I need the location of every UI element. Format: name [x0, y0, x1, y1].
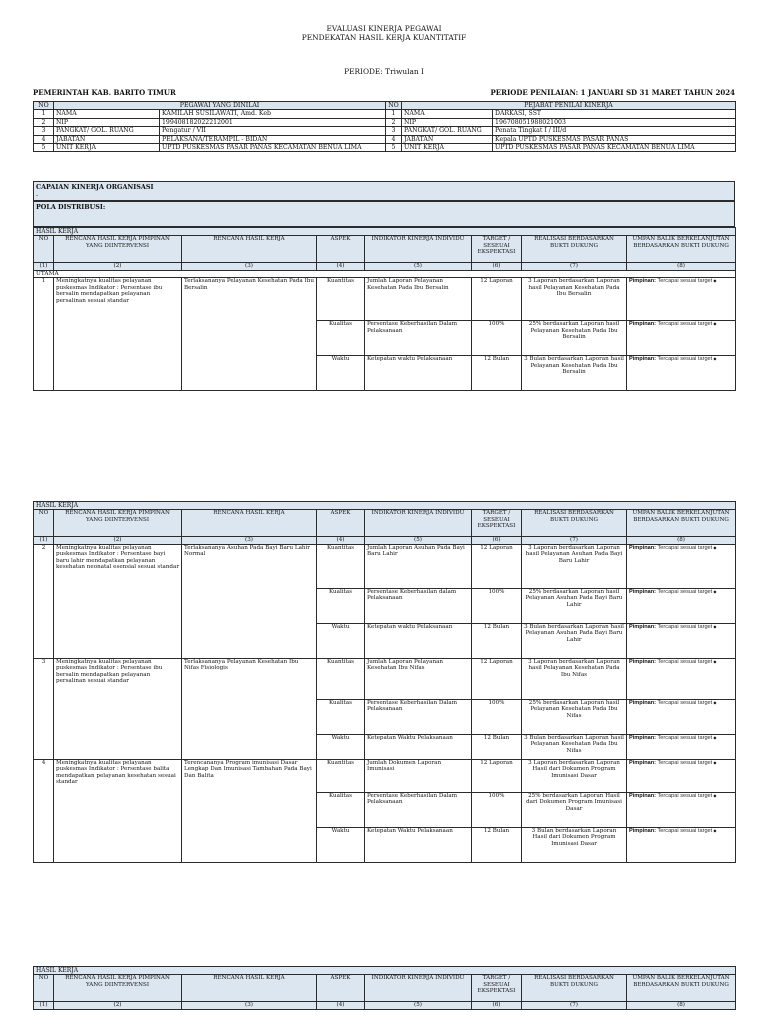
feedback-text: Tercapai sesuai target: [657, 278, 713, 285]
indikator: Jumlah Laporan Pelayanan Kesehatan Pada Ibu Bersalin: [365, 278, 472, 321]
col-realisasi-header: REALISASI BERDASARKAN BUKTI DUKUNG: [522, 975, 627, 1002]
feedback-label: Pimpinan:: [629, 321, 657, 328]
pegawai-value: KAMILAH SUSILAWATI, Amd. Keb: [160, 110, 386, 118]
feedback-label: Pimpinan:: [629, 792, 657, 799]
column-number: (4): [317, 537, 365, 545]
pegawai-header: PEGAWAI YANG DINILAI: [54, 102, 386, 110]
rhk: Terlaksananya Pelayanan Kesehatan Ibu Nifas Fisiologis: [182, 658, 317, 759]
capaian-title: CAPAIAN KINERJA ORGANISASI: [36, 183, 154, 191]
pejabat-value: 196708051988021003: [493, 118, 736, 126]
rhk: Terlaksananya Asuhan Pada Bayi Baru Lahir Normal: [182, 544, 317, 658]
pejabat-value: DARKASI, SST: [493, 110, 736, 118]
utama-row: [34, 270, 736, 278]
col-rhk-pimpinan-header: RENCANA HASIL KERJA PIMPINAN YANG DIINTERVENSI: [54, 975, 182, 1002]
aspek: Kualitas: [317, 792, 365, 827]
feedback-label: Pimpinan:: [629, 827, 657, 834]
col-rhk-header: RENCANA HASIL KERJA: [182, 510, 317, 537]
feedback-marker-icon: ◆: [712, 658, 717, 664]
pejabat-no: 2: [386, 118, 402, 126]
column-number: (1): [34, 263, 54, 271]
hasil-kerja-row: [34, 278, 736, 321]
feedback-marker-icon: ◆: [712, 759, 717, 765]
umpan-balik: [627, 759, 736, 792]
realisasi: 3 Laporan berdasarkan Laporan hasil Pelayanan Kesehatan Pada Ibu Nifas: [522, 658, 627, 699]
hasil-kerja-title-row: [34, 967, 736, 975]
feedback-label: Pimpinan:: [629, 759, 657, 766]
item-no: 3: [34, 658, 54, 759]
feedback-marker-icon: ◆: [712, 278, 717, 284]
column-number: (5): [365, 263, 472, 271]
target: 12 Laporan: [472, 759, 522, 792]
col-umpan-header: UMPAN BALIK BERKELANJUTAN BERDASARKAN BUKTI DUKUNG: [627, 510, 736, 537]
col-umpan-header: UMPAN BALIK BERKELANJUTAN BERDASARKAN BUKTI DUKUNG: [627, 236, 736, 263]
pejabat-no: 5: [386, 144, 402, 152]
umpan-balik: [627, 356, 736, 391]
feedback-text: Tercapai sesuai target: [657, 699, 713, 706]
pemerintah-label: PEMERINTAH KAB. BARITO TIMUR: [33, 88, 176, 97]
col-rhk-pimpinan-header: RENCANA HASIL KERJA PIMPINAN YANG DIINTERVENSI: [54, 510, 182, 537]
umpan-balik: [627, 321, 736, 356]
hasil-kerja-table-3: [33, 966, 736, 1010]
umpan-balik: [627, 699, 736, 734]
column-number: (7): [522, 263, 627, 271]
column-number: (4): [317, 1002, 365, 1010]
pejabat-value: UPTD PUSKESMAS PASAR PANAS KECAMATAN BENUA LIMA: [493, 144, 736, 152]
aspek: Waktu: [317, 623, 365, 658]
feedback-marker-icon: ◆: [712, 623, 717, 629]
capaian-box: [33, 181, 735, 201]
doc-title-line2: PENDEKATAN HASIL KERJA KUANTITATIF: [301, 33, 467, 42]
feedback-label: Pimpinan:: [629, 544, 657, 551]
rhk-pimpinan: Meningkatnya kualitas pelayanan puskesmas Indikator : Persentase bayi baru lahir mendapatkan pelayanan kesehatan neonatal esensial sesuai standar: [54, 544, 182, 658]
target: 12 Bulan: [472, 734, 522, 759]
realisasi: 25% berdasarkan Laporan hasil Pelayanan Asuhan Pada Bayi Baru Lahir: [522, 588, 627, 623]
feedback-label: Pimpinan:: [629, 699, 657, 706]
feedback-text: Tercapai sesuai target: [657, 734, 713, 741]
pejabat-value: Kepala UPTD PUSKESMAS PASAR PANAS: [493, 135, 736, 143]
utama-label: UTAMA: [34, 270, 736, 278]
feedback-text: Tercapai sesuai target: [657, 321, 713, 328]
col-rhk-header: RENCANA HASIL KERJA: [182, 236, 317, 263]
feedback-text: Tercapai sesuai target: [657, 623, 713, 630]
column-number: (1): [34, 1002, 54, 1010]
hasil-kerja-section-3: [33, 966, 735, 1010]
realisasi: 3 Bulan berdasarkan Laporan hasil Pelayanan Asuhan Pada Bayi Baru Lahir: [522, 623, 627, 658]
realisasi: 3 Bulan berdasarkan Laporan hasil Pelayanan Kesehatan Pada Ibu Bersalin: [522, 356, 627, 391]
aspek: Kuantitas: [317, 658, 365, 699]
hasil-kerja-section-1: [33, 227, 735, 391]
column-number: (8): [627, 537, 736, 545]
col-no-header: NO: [34, 236, 54, 263]
col-target-header: TARGET / SESEUAI EKSPEKTASI: [472, 975, 522, 1002]
realisasi: 25% berdasarkan Laporan hasil Pelayanan Kesehatan Pada Ibu Bersalin: [522, 321, 627, 356]
column-number: (7): [522, 537, 627, 545]
pejabat-field-label: UNIT KERJA: [402, 144, 493, 152]
column-number: (5): [365, 537, 472, 545]
col-no-header: NO: [34, 510, 54, 537]
hasil-kerja-table-2: [33, 501, 736, 863]
column-number: (8): [627, 1002, 736, 1010]
employee-no: 2: [34, 118, 54, 126]
col-rhk-pimpinan-header: RENCANA HASIL KERJA PIMPINAN YANG DIINTERVENSI: [54, 236, 182, 263]
feedback-marker-icon: ◆: [712, 827, 717, 833]
col-rhk-header: RENCANA HASIL KERJA: [182, 975, 317, 1002]
no-header-2: NO: [386, 102, 402, 110]
realisasi: 3 Bulan berdasarkan Laporan Hasil dari Dokumen Program Imunisasi Dasar: [522, 827, 627, 862]
indikator: Ketepatan Waktu Pelaksanaan: [365, 734, 472, 759]
feedback-label: Pimpinan:: [629, 734, 657, 741]
employee-row: [34, 144, 736, 152]
indikator: Jumlah Laporan Pelayanan Kesehatan Ibu Nifas: [365, 658, 472, 699]
target: 100%: [472, 321, 522, 356]
hasil-kerja-title: HASIL KERJA: [34, 228, 736, 236]
feedback-text: Tercapai sesuai target: [657, 792, 713, 799]
aspek: Kualitas: [317, 699, 365, 734]
rhk-pimpinan: Meningkatnya kualitas pelayanan puskesmas Indikator : Persentase ibu bersalin mendapatkan pelayanan persalinan sesuai standar: [54, 658, 182, 759]
doc-title-line1: EVALUASI KINERJA PEGAWAI: [326, 24, 442, 33]
col-aspek-header: ASPEK: [317, 236, 365, 263]
hasil-kerja-row: [34, 658, 736, 699]
column-number: (2): [54, 263, 182, 271]
aspek: Kuantitas: [317, 759, 365, 792]
column-number: (5): [365, 1002, 472, 1010]
employee-row: [34, 110, 736, 118]
pola-title: POLA DISTRIBUSI:: [36, 203, 106, 211]
pejabat-no: 3: [386, 127, 402, 135]
no-header: NO: [34, 102, 54, 110]
employee-row: [34, 127, 736, 135]
pejabat-field-label: NIP: [402, 118, 493, 126]
rhk-pimpinan: Meningkatnya kualitas pelayanan puskesmas Indikator : Persentase balita mendapatkan pelayanan kesehatan sesuai standar: [54, 759, 182, 862]
column-number-row: [34, 263, 736, 271]
feedback-label: Pimpinan:: [629, 658, 657, 665]
feedback-marker-icon: ◆: [712, 588, 717, 594]
periode-label: PERIODE: Triwulan I: [344, 67, 424, 76]
column-number: (6): [472, 263, 522, 271]
pejabat-field-label: JABATAN: [402, 135, 493, 143]
hasil-kerja-title: HASIL KERJA: [34, 967, 736, 975]
indikator: Ketepatan Waktu Pelaksanaan: [365, 827, 472, 862]
feedback-text: Tercapai sesuai target: [657, 759, 713, 766]
government-line: [33, 88, 735, 97]
aspek: Kualitas: [317, 321, 365, 356]
column-number: (3): [182, 1002, 317, 1010]
document-heading: [0, 24, 768, 42]
column-number: (2): [54, 537, 182, 545]
col-target-header: TARGET / SESEUAI EKSPEKTASI: [472, 510, 522, 537]
indikator: Jumlah Laporan Asuhan Pada Bayi Baru Lahir: [365, 544, 472, 588]
realisasi: 3 Laporan berdasarkan Laporan Hasil dari Dokumen Program Imunisasi Dasar: [522, 759, 627, 792]
umpan-balik: [627, 588, 736, 623]
column-number: (1): [34, 537, 54, 545]
target: 12 Laporan: [472, 658, 522, 699]
hasil-kerja-title: HASIL KERJA: [34, 502, 736, 510]
col-realisasi-header: REALISASI BERDASARKAN BUKTI DUKUNG: [522, 236, 627, 263]
aspek: Kuantitas: [317, 544, 365, 588]
feedback-text: Tercapai sesuai target: [657, 658, 713, 665]
column-number: (7): [522, 1002, 627, 1010]
pegawai-value: UPTD PUSKESMAS PASAR PANAS KECAMATAN BENUA LIMA: [160, 144, 386, 152]
target: 12 Laporan: [472, 544, 522, 588]
realisasi: 3 Bulan berdasarkan Laporan hasil Pelayanan Kesehatan Pada Ibu Nifas: [522, 734, 627, 759]
hasil-kerja-section-2: [33, 501, 735, 863]
employee-field-label: NIP: [54, 118, 160, 126]
column-number: (6): [472, 537, 522, 545]
indikator: Ketepatan waktu Pelaksanaan: [365, 623, 472, 658]
hasil-kerja-header-row: [34, 510, 736, 537]
indikator: Persentase Keberhasilan Dalam Pelaksanaan: [365, 699, 472, 734]
umpan-balik: [627, 278, 736, 321]
column-number: (3): [182, 263, 317, 271]
target: 100%: [472, 699, 522, 734]
employee-field-label: PANGKAT/ GOL. RUANG: [54, 127, 160, 135]
pejabat-field-label: NAMA: [402, 110, 493, 118]
indikator: Persentase Keberhasilan dalam Pelaksanaan: [365, 588, 472, 623]
feedback-text: Tercapai sesuai target: [657, 588, 713, 595]
employee-row: [34, 135, 736, 143]
feedback-text: Tercapai sesuai target: [657, 356, 713, 363]
hasil-kerja-row: [34, 759, 736, 792]
col-aspek-header: ASPEK: [317, 975, 365, 1002]
feedback-text: Tercapai sesuai target: [657, 827, 713, 834]
periode-penilaian-label: PERIODE PENILAIAN: 1 JANUARI SD 31 MARET TAHUN 2024: [490, 88, 735, 97]
column-number: (6): [472, 1002, 522, 1010]
col-umpan-header: UMPAN BALIK BERKELANJUTAN BERDASARKAN BUKTI DUKUNG: [627, 975, 736, 1002]
umpan-balik: [627, 734, 736, 759]
col-realisasi-header: REALISASI BERDASARKAN BUKTI DUKUNG: [522, 510, 627, 537]
pejabat-header: PEJABAT PENILAI KINERJA: [402, 102, 736, 110]
column-number: (2): [54, 1002, 182, 1010]
pejabat-value: Penata Tingkat I / III/d: [493, 127, 736, 135]
col-indikator-header: INDIKATOR KINERJA INDIVIDU: [365, 975, 472, 1002]
item-no: 1: [34, 278, 54, 391]
target: 12 Laporan: [472, 278, 522, 321]
pegawai-value: 199408182022212001: [160, 118, 386, 126]
feedback-text: Tercapai sesuai target: [657, 544, 713, 551]
aspek: Kuantitas: [317, 278, 365, 321]
target: 100%: [472, 588, 522, 623]
indikator: Persentase Keberhasilan Dalam Pelaksanaan: [365, 792, 472, 827]
column-number: (4): [317, 263, 365, 271]
aspek: Waktu: [317, 734, 365, 759]
capaian-value: -: [36, 191, 39, 199]
rhk: Terencananya Program imunisasi Dasar Lengkap Dan Imunisasi Tambahan Pada Bayi Dan Balita: [182, 759, 317, 862]
realisasi: 3 Laporan berdasarkan Laporan hasil Pelayanan Kesehatan Pada Ibu Bersalin: [522, 278, 627, 321]
rhk-pimpinan: Meningkatnya kualitas pelayanan puskesmas Indikator : Persentase ibu bersalin mendapatkan pelayanan persalinan sesuai standar: [54, 278, 182, 391]
col-indikator-header: INDIKATOR KINERJA INDIVIDU: [365, 236, 472, 263]
pejabat-no: 1: [386, 110, 402, 118]
hasil-kerja-title-row: [34, 228, 736, 236]
feedback-marker-icon: ◆: [712, 792, 717, 798]
pejabat-no: 4: [386, 135, 402, 143]
indikator: Jumlah Dokumen Laporan Imunisasi: [365, 759, 472, 792]
feedback-label: Pimpinan:: [629, 278, 657, 285]
realisasi: 3 Laporan berdasarkan Laporan hasil Pelayanan Asuhan Pada Bayi Baru Lahir: [522, 544, 627, 588]
col-target-header: TARGET / SESEUAI EKSPEKTASI: [472, 236, 522, 263]
umpan-balik: [627, 623, 736, 658]
hasil-kerja-title-row: [34, 502, 736, 510]
pejabat-field-label: PANGKAT/ GOL. RUANG: [402, 127, 493, 135]
column-number: (8): [627, 263, 736, 271]
employee-no: 4: [34, 135, 54, 143]
aspek: Waktu: [317, 827, 365, 862]
feedback-marker-icon: ◆: [712, 734, 717, 740]
employee-no: 5: [34, 144, 54, 152]
feedback-label: Pimpinan:: [629, 356, 657, 363]
hasil-kerja-table-1: [33, 227, 736, 391]
hasil-kerja-header-row: [34, 236, 736, 263]
hasil-kerja-header-row: [34, 975, 736, 1002]
employee-no: 3: [34, 127, 54, 135]
target: 12 Bulan: [472, 827, 522, 862]
column-number: (3): [182, 537, 317, 545]
item-no: 4: [34, 759, 54, 862]
employee-row: [34, 118, 736, 126]
column-number-row: [34, 1002, 736, 1010]
employee-table-header: [34, 102, 736, 110]
employee-field-label: NAMA: [54, 110, 160, 118]
target: 12 Bulan: [472, 356, 522, 391]
col-indikator-header: INDIKATOR KINERJA INDIVIDU: [365, 510, 472, 537]
hasil-kerja-row: [34, 544, 736, 588]
target: 12 Bulan: [472, 623, 522, 658]
pegawai-value: PELAKSANA/TERAMPIL - BIDAN: [160, 135, 386, 143]
employee-field-label: JABATAN: [54, 135, 160, 143]
aspek: Waktu: [317, 356, 365, 391]
umpan-balik: [627, 544, 736, 588]
realisasi: 25% berdasarkan Laporan Hasil dari Dokumen Program Imunisasi Dasar: [522, 792, 627, 827]
umpan-balik: [627, 658, 736, 699]
item-no: 2: [34, 544, 54, 658]
aspek: Kualitas: [317, 588, 365, 623]
feedback-label: Pimpinan:: [629, 623, 657, 630]
col-aspek-header: ASPEK: [317, 510, 365, 537]
feedback-marker-icon: ◆: [712, 356, 717, 362]
feedback-marker-icon: ◆: [712, 699, 717, 705]
employee-no: 1: [34, 110, 54, 118]
feedback-marker-icon: ◆: [712, 544, 717, 550]
col-no-header: NO: [34, 975, 54, 1002]
employee-field-label: UNIT KERJA: [54, 144, 160, 152]
indikator: Persentase Keberhasilan Dalam Pelaksanaan: [365, 321, 472, 356]
indikator: Ketepatan waktu Pelaksanaan: [365, 356, 472, 391]
pola-box: [33, 201, 735, 227]
umpan-balik: [627, 827, 736, 862]
rhk: Terlaksananya Pelayanan Kesehatan Pada Ibu Bersalin: [182, 278, 317, 391]
feedback-marker-icon: ◆: [712, 321, 717, 327]
realisasi: 25% berdasarkan Laporan hasil Pelayanan Kesehatan Pada Ibu Nifas: [522, 699, 627, 734]
pegawai-value: Pengatur / VII: [160, 127, 386, 135]
employee-table: [33, 101, 736, 152]
feedback-label: Pimpinan:: [629, 588, 657, 595]
umpan-balik: [627, 792, 736, 827]
target: 100%: [472, 792, 522, 827]
column-number-row: [34, 537, 736, 545]
